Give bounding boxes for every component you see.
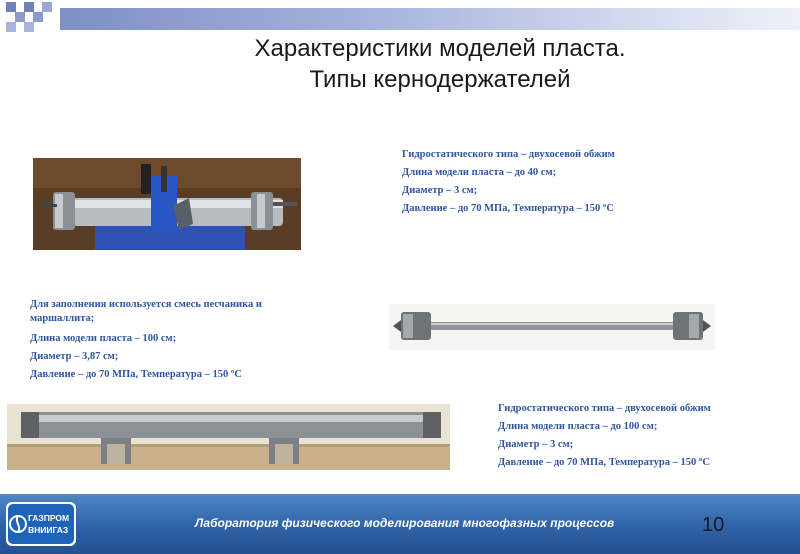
spec3-diameter: Диаметр – 3 см;	[498, 439, 574, 450]
core-holder-photo-1	[33, 158, 301, 250]
spec2-diameter: Диаметр – 3,87 см;	[30, 351, 119, 362]
spec3-pressure: Давление – до 70 МПа, Температура – 150 ºC	[498, 457, 710, 468]
lab-name: Лаборатория физического моделирования многофазных процессов	[195, 516, 615, 530]
logo-text-1: ГАЗПРОМ	[28, 513, 70, 523]
decor-square	[6, 2, 16, 12]
logo-text-2: ВНИИГАЗ	[28, 525, 69, 535]
title-line-2: Типы кернодержателей	[309, 66, 571, 93]
gazprom-logo	[6, 502, 76, 546]
decor-square	[24, 2, 34, 12]
spec1-diameter: Диаметр – 3 см;	[402, 185, 478, 196]
core-holder-photo-2	[389, 304, 715, 350]
header-band	[0, 0, 800, 34]
footer-bar	[0, 494, 800, 554]
spec-block-1	[402, 146, 615, 218]
page-number: 10	[702, 514, 725, 536]
spec-block-3	[498, 400, 711, 472]
header-gradient	[60, 8, 800, 30]
decor-square	[42, 2, 52, 12]
spec1-pressure: Давление – до 70 МПа, Температура – 150 ºC	[402, 203, 614, 214]
decor-square	[24, 22, 34, 32]
spec2-fill: Для заполнения используется смесь песчаника и маршаллита;	[30, 299, 262, 324]
spec3-length: Длина модели пласта – до 100 см;	[498, 421, 658, 432]
spec1-length: Длина модели пласта – до 40 см;	[402, 167, 557, 178]
spec1-type: Гидростатического типа – двухосевой обжим	[402, 149, 615, 160]
decor-square	[33, 12, 43, 22]
spec3-type: Гидростатического типа – двухосевой обжим	[498, 403, 711, 414]
decor-square	[6, 22, 16, 32]
core-holder-photo-3	[7, 404, 450, 470]
decor-square	[15, 12, 25, 22]
spec-block-2	[30, 298, 320, 384]
spec2-length: Длина модели пласта – 100 см;	[30, 333, 177, 344]
page-title	[160, 33, 720, 95]
title-line-1: Характеристики моделей пласта.	[254, 35, 626, 62]
spec2-pressure: Давление – до 70 МПа, Температура – 150 ºC	[30, 369, 242, 380]
